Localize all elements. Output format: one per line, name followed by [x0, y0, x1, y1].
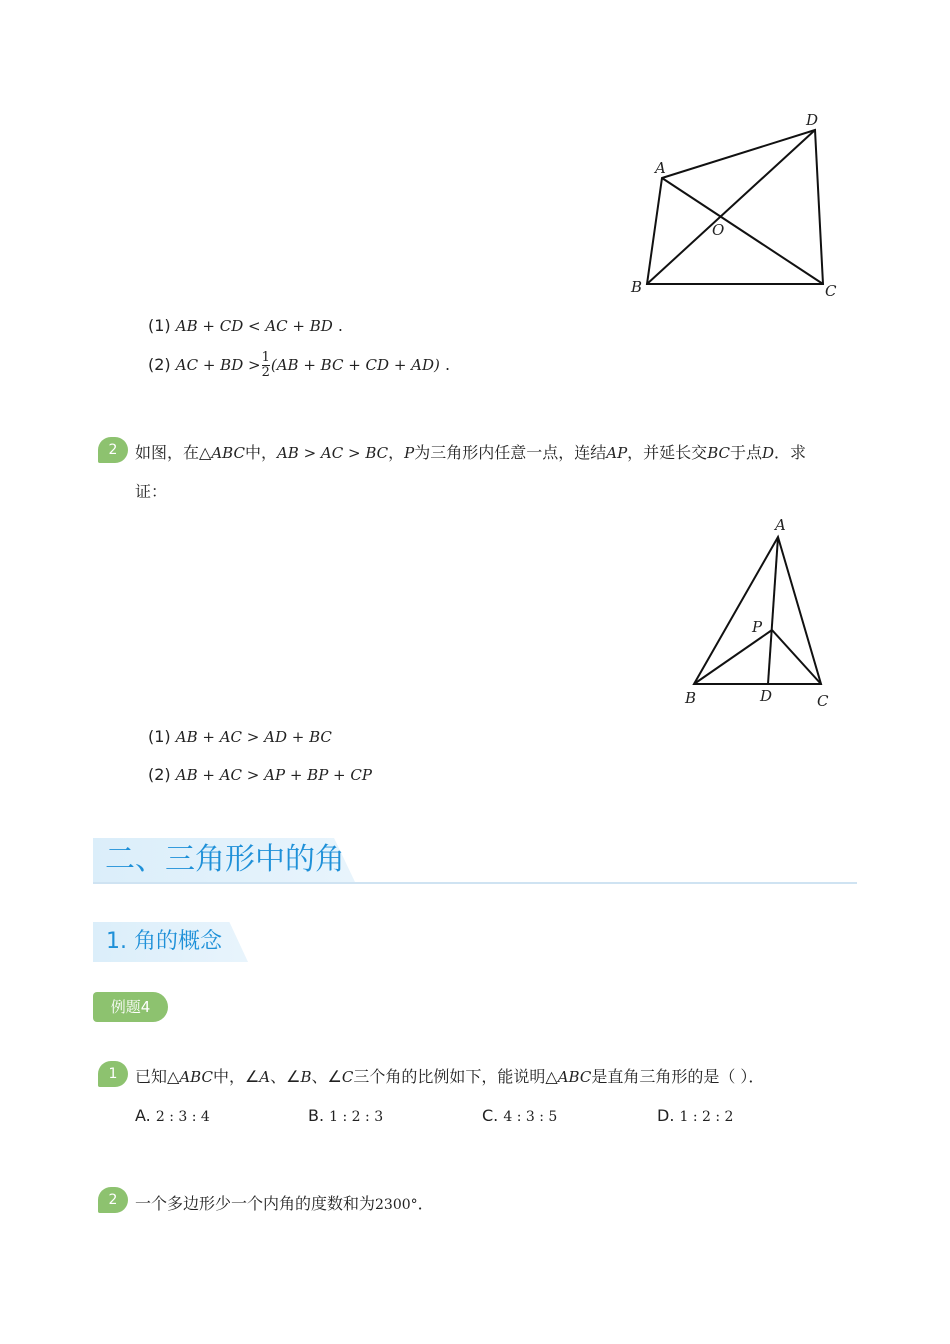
q2-math: BC	[707, 444, 730, 462]
q2-item-1-num: (1)	[148, 727, 171, 746]
figure-quadrilateral	[620, 100, 850, 310]
ex1-math: C	[341, 1068, 354, 1086]
label-c: C	[817, 692, 829, 710]
ex1-text: 、∠	[270, 1067, 301, 1086]
q2-text: 如图，在△	[135, 443, 212, 462]
q2-text: 为三角形内任意一点，连结	[414, 443, 607, 462]
q2-line-2: 证：	[135, 482, 168, 501]
question-badge-2: 2	[98, 437, 128, 463]
q2-math: AP	[606, 444, 628, 462]
label-d: D	[760, 687, 773, 705]
ex1-math: B	[300, 1068, 312, 1086]
section-divider	[93, 882, 857, 884]
q2-math: ABC	[211, 444, 245, 462]
fraction-den: 2	[261, 365, 270, 380]
q2-text: 中，	[244, 443, 277, 462]
question-badge-1: 1	[98, 1061, 128, 1087]
q2-item-1	[148, 727, 332, 747]
section-title: 二、三角形中的角	[105, 842, 345, 877]
ex1-math: ABC	[557, 1068, 592, 1086]
question-badge-2b: 2	[98, 1187, 128, 1213]
option-label: D.	[657, 1106, 675, 1125]
q2-math: AB > AC > BC	[276, 444, 389, 462]
q2-item-2	[148, 765, 372, 785]
option-a[interactable]	[135, 1106, 210, 1127]
q2-text: ，	[388, 443, 405, 462]
q2-line-1	[135, 443, 806, 463]
q2-item-2-expr: AB + AC > AP + BP + CP	[175, 766, 372, 784]
ex1-math: ABC	[179, 1068, 213, 1086]
q2-math: D	[761, 444, 775, 462]
p1-item-2	[148, 348, 450, 382]
option-value: 1 : 2 : 3	[329, 1109, 384, 1125]
fraction-half	[262, 351, 270, 380]
example-tag: 例题4	[93, 992, 168, 1022]
label-b: B	[631, 278, 643, 296]
ex2-value: 2300°	[375, 1197, 418, 1213]
ex2-tail: ．	[417, 1194, 434, 1213]
p1-item-1-tail: .	[337, 316, 343, 335]
q2-item-2-num: (2)	[148, 765, 171, 784]
ex2-text: 一个多边形少一个内角的度数和为	[135, 1194, 376, 1213]
ex1-math: A	[259, 1068, 271, 1086]
q2-item-1-expr: AB + AC > AD + BC	[175, 728, 332, 746]
ex1-text: 已知△	[135, 1067, 180, 1086]
label-d: D	[806, 111, 819, 129]
q2-text: ，并延长交	[627, 443, 708, 462]
ex1-question	[135, 1067, 764, 1087]
option-value: 4 : 3 : 5	[503, 1109, 558, 1125]
q2-text: 于点	[729, 443, 762, 462]
figure-triangle	[670, 510, 850, 715]
q2-math: P	[404, 444, 415, 462]
p1-item-2-tail: .	[444, 355, 451, 374]
label-p: P	[752, 618, 763, 636]
label-b: B	[685, 689, 697, 707]
p1-item-1	[148, 316, 343, 336]
option-label: B.	[308, 1106, 325, 1125]
q2-text: ．求	[774, 443, 807, 462]
option-b[interactable]	[308, 1106, 383, 1127]
ex1-text: 是直角三角形的是（ ）．	[591, 1067, 765, 1086]
fraction-num: 1	[261, 350, 270, 365]
p1-item-1-num: (1)	[148, 316, 171, 335]
p1-item-2-num: (2)	[148, 355, 171, 374]
option-label: A.	[135, 1106, 151, 1125]
option-label: C.	[482, 1106, 499, 1125]
ex2-question	[135, 1194, 434, 1215]
label-o: O	[712, 221, 725, 239]
p1-item-2-expr-b: (AB + BC + CD + AD)	[270, 356, 440, 374]
p1-item-2-expr-a: AC + BD >	[175, 356, 261, 374]
option-value: 2 : 3 : 4	[155, 1109, 210, 1125]
option-value: 1 : 2 : 2	[679, 1109, 734, 1125]
label-a: A	[775, 516, 786, 534]
ex1-text: 中，∠	[212, 1067, 260, 1086]
ex1-text: 、∠	[311, 1067, 342, 1086]
ex1-text: 三个角的比例如下，能说明△	[353, 1067, 558, 1086]
option-d[interactable]	[657, 1106, 733, 1127]
label-a: A	[655, 159, 666, 177]
subsection-title: 1. 角的概念	[106, 929, 222, 954]
label-c: C	[825, 282, 837, 300]
p1-item-1-expr: AB + CD < AC + BD	[175, 317, 333, 335]
option-c[interactable]	[482, 1106, 557, 1127]
